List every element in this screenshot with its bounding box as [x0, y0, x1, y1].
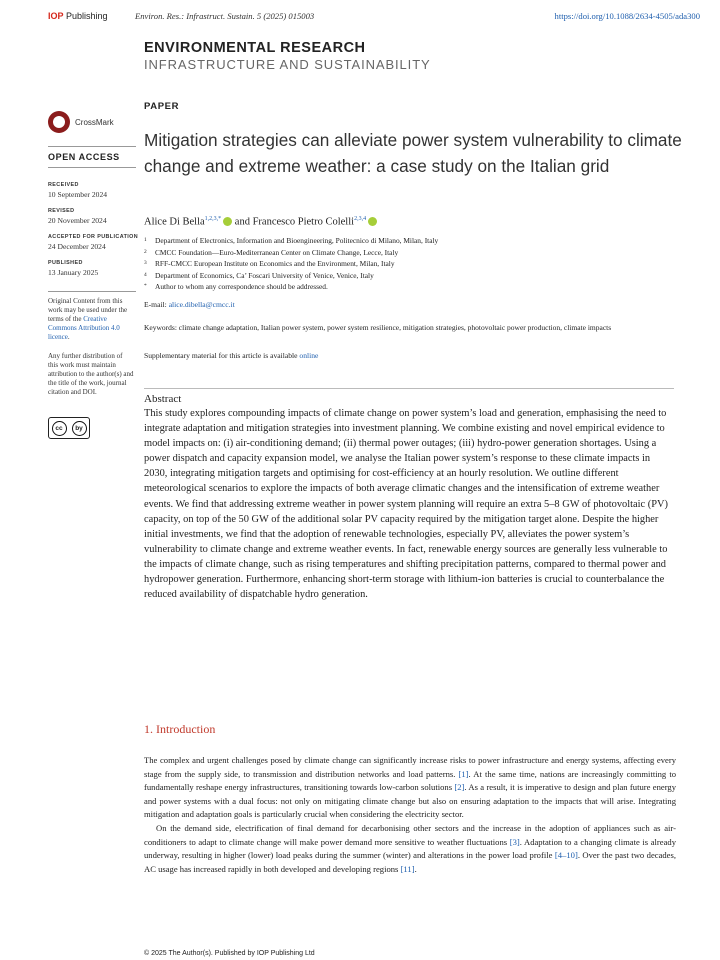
author-2-affil[interactable]: 2,3,4 [354, 216, 367, 222]
text: . As a result, it is imperative to design and plan future energy and power systems with a dual focus: not only on mitigating climate change but also on ensuring adaptation to the impacts that will arise. Integrating mitigation and adaptation goals is particularly crucial when considering the electricity sector. [144, 782, 676, 820]
orcid-icon[interactable] [223, 217, 232, 226]
published-label: PUBLISHED [48, 260, 83, 266]
abstract-divider [144, 388, 674, 389]
article-title: Mitigation strategies can alleviate power system vulnerability to climate change and extreme weather: a case study on the Italian grid [144, 130, 682, 176]
publisher-logo [48, 11, 108, 21]
affiliation-item [144, 281, 684, 293]
affiliation-item [144, 258, 684, 270]
cc-by-badge[interactable] [48, 417, 90, 439]
journal-citation [135, 11, 314, 21]
text: The complex and urgent challenges posed by climate change can significantly increase risks to power infrastructure and energy systems, affecting every stage from the supply side, to transmission and distribution networks and load patterns. [144, 755, 676, 779]
license-text: Original Content from this work may be used under the terms of the [48, 297, 128, 324]
abstract-heading: Abstract [144, 393, 182, 405]
affiliation-number: * [144, 283, 147, 289]
crossmark-button[interactable] [48, 108, 124, 136]
supplementary-note [144, 351, 318, 360]
license-end: . [67, 333, 70, 342]
text: . Adaptation to a changing climate is already underway, resulting in higher (lower) load peaks during the summer (winter) and alterations in the power load profile [144, 836, 676, 861]
citation-link[interactable]: [1] [458, 768, 469, 779]
received-label: RECEIVED [48, 182, 79, 188]
email-label: E-mail: [144, 300, 169, 309]
open-access-label: OPEN ACCESS [48, 152, 120, 162]
affiliation-text: RFF-CMCC European Institute on Economics and the Environment, Milan, Italy [155, 259, 395, 268]
doi-link[interactable]: https://doi.org/10.1088/2634-4505/ada300 [554, 11, 700, 21]
affiliation-item [144, 247, 684, 259]
affiliation-text: Author to whom any correspondence should be addressed. [155, 282, 328, 291]
accepted-date: 24 December 2024 [48, 242, 106, 251]
crossmark-label: CrossMark [75, 117, 114, 127]
publisher-rest: Publishing [63, 11, 108, 21]
published-date: 13 January 2025 [48, 268, 99, 277]
section-heading-introduction: 1. Introduction [144, 722, 216, 736]
author-1: Alice Di Bella [144, 216, 205, 228]
email-link[interactable]: alice.dibella@cmcc.it [168, 300, 235, 309]
affiliation-item [144, 235, 684, 247]
publisher-brand: IOP [48, 11, 64, 21]
author-list [144, 216, 377, 228]
citation-link[interactable]: [4–10] [554, 850, 578, 861]
license-statement [48, 297, 134, 342]
supplementary-text: Supplementary material for this article is available [144, 351, 300, 360]
crossmark-icon [48, 111, 70, 133]
accepted-label: ACCEPTED FOR PUBLICATION [48, 234, 139, 240]
copyright-footer: © 2025 The Author(s). Published by IOP Publishing Ltd [144, 950, 315, 957]
sidebar-divider [48, 167, 136, 168]
citation-link[interactable]: [3] [509, 836, 520, 847]
revised-date: 20 November 2024 [48, 216, 107, 225]
affiliation-item [144, 270, 684, 282]
introduction-body [144, 754, 676, 876]
affiliation-text: Department of Economics, Ca’ Foscari University of Venice, Venice, Italy [155, 270, 374, 280]
text: . At the same time, nations are increasingly committing to fundamentally reshape energy infrastructures, transitioning towards low-carbon solutions [144, 768, 677, 793]
citation-text: Environ. Res.: Infrastruct. Sustain. 5 (2025) 015003 [135, 11, 315, 21]
keywords [144, 322, 664, 333]
license-link[interactable]: Creative Commons Attribution 4.0 licence [48, 315, 120, 342]
citation-link[interactable]: [2] [454, 782, 465, 793]
sidebar-divider [48, 291, 136, 292]
author-join: and [232, 216, 253, 228]
text: On the demand side, electrification of final demand for decarbonising other sectors and the increase in the adoption of appliances such as air-conditioners to adapt to climate change will make power demand more sensitive to weather fluctuations [144, 822, 676, 847]
journal-title-line1: ENVIRONMENTAL RESEARCH [144, 40, 366, 56]
correspondence-email [144, 300, 235, 309]
received-date: 10 September 2024 [48, 190, 108, 199]
by-icon: by [72, 421, 87, 436]
journal-title-line2: INFRASTRUCTURE AND SUSTAINABILITY [144, 57, 431, 72]
citation-link[interactable]: [11] [400, 863, 415, 874]
keywords-text: climate change adaptation, Italian power system, power system resilience, mitigation strategies, photovoltaic power production, climate impacts [178, 323, 612, 332]
abstract-text: This study explores compounding impacts of climate change on power system’s load and generation, emphasising the need to integrate adaptation and mitigation strategies into investment planning. We combine existing and novel empirical evidence to model impacts on: (i) air-conditioning demand; (ii) thermal power outages; (iii) hydro-power generation shortages. Using a power dispatch and capacity expansion model, we analyse the Italian power system’s response to these climate impacts in 2030, integrating mitigation targets and optimising for cost-efficiency at an hourly resolution. We outline different meteorological scenarios to explore the impacts of both average climatic changes and the intensification of extreme weather events. We find that addressing extreme weather in power system planning will require an extra 5–8 GW of photovoltaic (PV) capacity, on top of the 50 GW of the additional solar PV capacity required by the mitigation target alone. Despite the higher initial investments, we find that the adoption of renewable technologies, especially PV, alleviates the power system’s vulnerability to climate change and extreme weather events. In fact, renewable energy sources are generally less vulnerable to the impacts of climate change, such as rising temperatures and shifting precipitation patterns, compared to thermal power and hydropower generation. Furthermore, enhancing short-term storage with lithium-ion batteries is crucial to counterbalance the reduced availability of dispatchable hydro generation. [144, 408, 668, 601]
author-1-affil[interactable]: 1,2,3,* [204, 216, 222, 222]
cc-icon: cc [52, 421, 67, 436]
orcid-icon[interactable] [368, 217, 377, 226]
affiliation-text: Department of Electronics, Information and Bioengineering, Politecnico di Milano, Milan, Italy [155, 236, 439, 245]
affiliation-number: 2 [144, 248, 147, 255]
supplementary-link[interactable]: online [299, 351, 319, 360]
paragraph [144, 754, 676, 822]
revised-label: REVISED [48, 208, 75, 214]
affiliation-number: 1 [144, 237, 147, 243]
author-2: Francesco Pietro Colelli [252, 216, 355, 228]
text: . Over the past two decades, AC usage has increased rapidly in both developed and developing regions [144, 850, 676, 874]
affiliation-list [144, 235, 684, 293]
article-type: PAPER [144, 101, 180, 112]
affiliation-number: 3 [144, 260, 147, 266]
affiliation-text: CMCC Foundation—Euro-Mediterranean Center on Climate Change, Lecce, Italy [155, 247, 399, 257]
text: . [414, 863, 417, 874]
distribution-statement: Any further distribution of this work must maintain attribution to the author(s) and the title of the work, journal citation and DOI. [48, 352, 134, 397]
affiliation-number: 4 [144, 271, 147, 278]
paragraph [144, 822, 676, 876]
keywords-label: Keywords: [144, 323, 179, 332]
sidebar-divider [48, 146, 136, 147]
